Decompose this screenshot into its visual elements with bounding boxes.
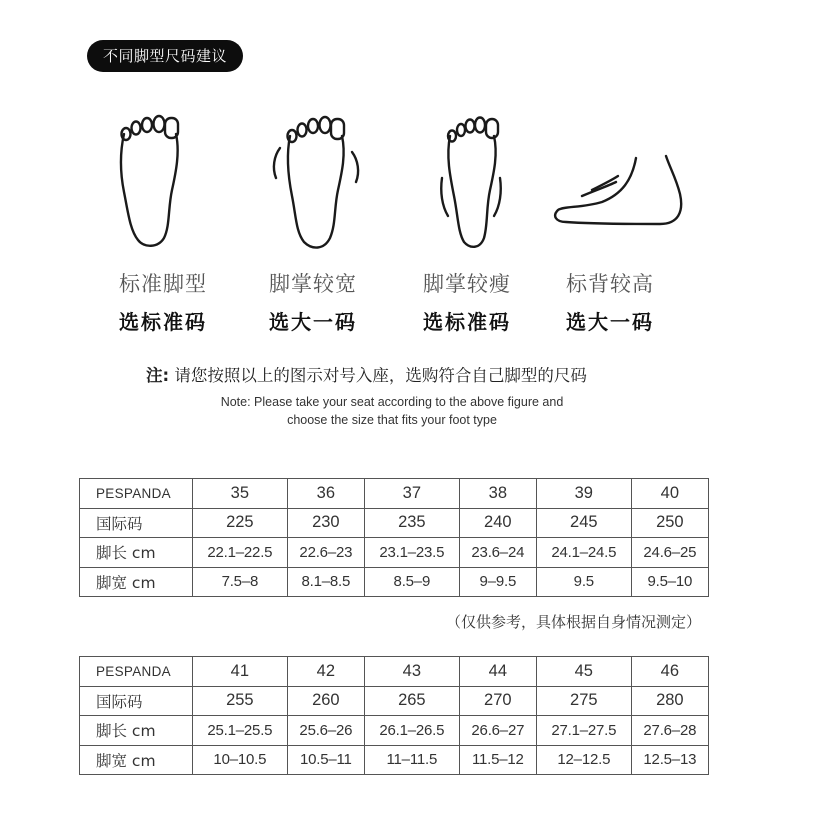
- width-cell: 10–10.5: [193, 745, 288, 775]
- intl-cell: 265: [364, 686, 459, 716]
- table-row-length: [80, 716, 709, 746]
- size-cell: 37: [364, 479, 459, 509]
- size-table-2: [79, 656, 709, 775]
- foot-type-recommendation-slim: 选标准码: [423, 310, 511, 334]
- note-english-line-2: choose the size that fits your foot type: [287, 413, 497, 427]
- width-cell: 12.5–13: [631, 745, 708, 775]
- table-row-sizes: [80, 479, 709, 509]
- intl-cell: 275: [536, 686, 631, 716]
- length-cell: 27.6–28: [631, 716, 708, 746]
- foot-type-recommendation-standard: 选标准码: [119, 310, 207, 334]
- size-cell: 35: [193, 479, 288, 509]
- row-label-length: 脚长 cm: [80, 538, 193, 568]
- foot-type-label-slim: 脚掌较瘦: [423, 272, 511, 296]
- length-cell: 25.6–26: [287, 716, 364, 746]
- width-cell: 10.5–11: [287, 745, 364, 775]
- length-cell: 27.1–27.5: [536, 716, 631, 746]
- foot-type-label-standard: 标准脚型: [119, 272, 207, 296]
- width-cell: 7.5–8: [193, 567, 288, 597]
- length-cell: 23.6–24: [459, 538, 536, 568]
- width-cell: 9.5–10: [631, 567, 708, 597]
- section-title-badge: [87, 40, 243, 72]
- table-row-intl: [80, 686, 709, 716]
- note-chinese: [146, 362, 587, 386]
- width-cell: 11.5–12: [459, 745, 536, 775]
- intl-cell: 260: [287, 686, 364, 716]
- length-cell: 26.6–27: [459, 716, 536, 746]
- length-cell: 24.6–25: [631, 538, 708, 568]
- size-cell: 46: [631, 657, 708, 687]
- size-cell: 36: [287, 479, 364, 509]
- reference-caveat: （仅供参考，具体根据自身情况测定）: [446, 613, 702, 631]
- high-arch-foot-icon: [552, 150, 686, 230]
- table-row-sizes: [80, 657, 709, 687]
- note-english: [190, 393, 594, 429]
- note-english-line-1: Note: Please take your seat according to the above figure and: [220, 395, 564, 409]
- intl-cell: 270: [459, 686, 536, 716]
- length-cell: 24.1–24.5: [536, 538, 631, 568]
- size-cell: 39: [536, 479, 631, 509]
- table-row-intl: [80, 508, 709, 538]
- row-label-width: 脚宽 cm: [80, 567, 193, 597]
- size-cell: 45: [536, 657, 631, 687]
- size-cell: 43: [364, 657, 459, 687]
- intl-cell: 225: [193, 508, 288, 538]
- intl-cell: 245: [536, 508, 631, 538]
- section-title: 不同脚型尺码建议: [102, 47, 227, 65]
- size-cell: 44: [459, 657, 536, 687]
- table-row-length: [80, 538, 709, 568]
- length-cell: 25.1–25.5: [193, 716, 288, 746]
- size-cell: 40: [631, 479, 708, 509]
- foot-type-recommendation-high-arch: 选大一码: [566, 310, 654, 334]
- width-cell: 12–12.5: [536, 745, 631, 775]
- row-label-length: 脚长 cm: [80, 716, 193, 746]
- intl-cell: 240: [459, 508, 536, 538]
- intl-cell: 250: [631, 508, 708, 538]
- length-cell: 22.1–22.5: [193, 538, 288, 568]
- intl-cell: 230: [287, 508, 364, 538]
- length-cell: 22.6–23: [287, 538, 364, 568]
- brand-cell: PESPANDA: [80, 479, 193, 509]
- size-cell: 42: [287, 657, 364, 687]
- foot-type-label-wide: 脚掌较宽: [269, 272, 357, 296]
- width-cell: 8.5–9: [364, 567, 459, 597]
- intl-cell: 280: [631, 686, 708, 716]
- row-label-width: 脚宽 cm: [80, 745, 193, 775]
- row-label-intl: 国际码: [80, 508, 193, 538]
- length-cell: 23.1–23.5: [364, 538, 459, 568]
- slim-foot-icon: [428, 112, 518, 252]
- brand-cell: PESPANDA: [80, 657, 193, 687]
- wide-foot-icon: [268, 112, 364, 252]
- row-label-intl: 国际码: [80, 686, 193, 716]
- size-table-1: [79, 478, 709, 597]
- intl-cell: 235: [364, 508, 459, 538]
- size-cell: 41: [193, 657, 288, 687]
- table-row-width: [80, 745, 709, 775]
- length-cell: 26.1–26.5: [364, 716, 459, 746]
- width-cell: 9.5: [536, 567, 631, 597]
- intl-cell: 255: [193, 686, 288, 716]
- foot-type-label-high-arch: 标背较高: [566, 272, 654, 296]
- foot-type-recommendation-wide: 选大一码: [269, 310, 357, 334]
- standard-foot-icon: [110, 112, 190, 252]
- note-prefix: 注:: [146, 366, 170, 385]
- width-cell: 11–11.5: [364, 745, 459, 775]
- table-row-width: [80, 567, 709, 597]
- width-cell: 9–9.5: [459, 567, 536, 597]
- note-text: 请您按照以上的图示对号入座，选购符合自己脚型的尺码: [174, 366, 587, 385]
- width-cell: 8.1–8.5: [287, 567, 364, 597]
- size-cell: 38: [459, 479, 536, 509]
